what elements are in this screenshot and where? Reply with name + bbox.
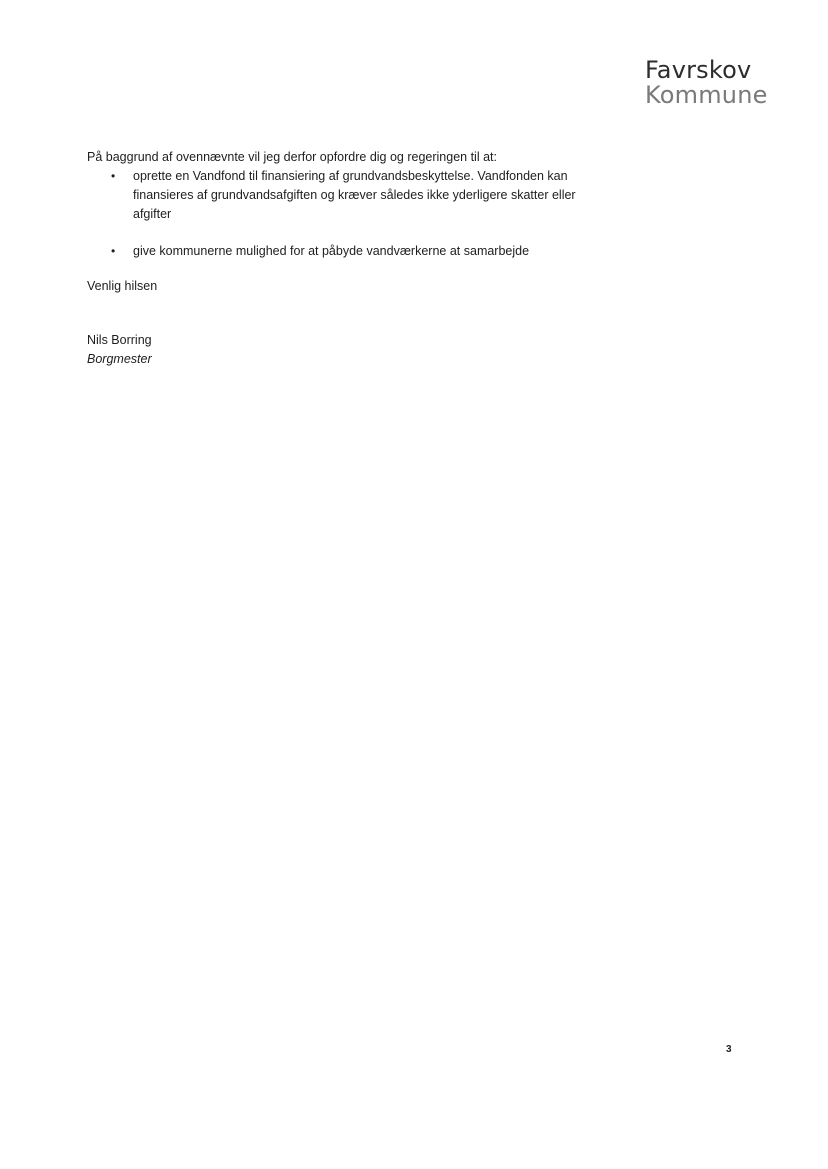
signature-title: Borgmester bbox=[87, 352, 152, 366]
list-item bbox=[87, 167, 593, 224]
request-list bbox=[87, 167, 607, 261]
intro-paragraph: På baggrund af ovennævnte vil jeg derfor opfordre dig og regeringen til at: bbox=[87, 150, 497, 164]
favrskov-kommune-logo bbox=[645, 58, 768, 107]
bullet-icon: • bbox=[111, 244, 116, 258]
closing-salutation: Venlig hilsen bbox=[87, 279, 158, 293]
logo-line-favrskov: Favrskov bbox=[645, 56, 752, 84]
list-item bbox=[87, 242, 593, 261]
list-item-text: oprette en Vandfond til finansiering af grundvandsbeskyttelse. Vandfonden kan finansieres af grundvandsafgiften og kræver således ikke yderligere skatter eller afgifter bbox=[133, 169, 576, 221]
letter-body bbox=[87, 148, 607, 261]
logo-line-kommune: Kommune bbox=[645, 81, 768, 109]
signature-name: Nils Borring bbox=[87, 333, 152, 347]
page-number: 3 bbox=[726, 1044, 732, 1055]
bullet-icon: • bbox=[111, 169, 116, 183]
list-item-text: give kommunerne mulighed for at påbyde vandværkerne at samarbejde bbox=[133, 244, 530, 258]
